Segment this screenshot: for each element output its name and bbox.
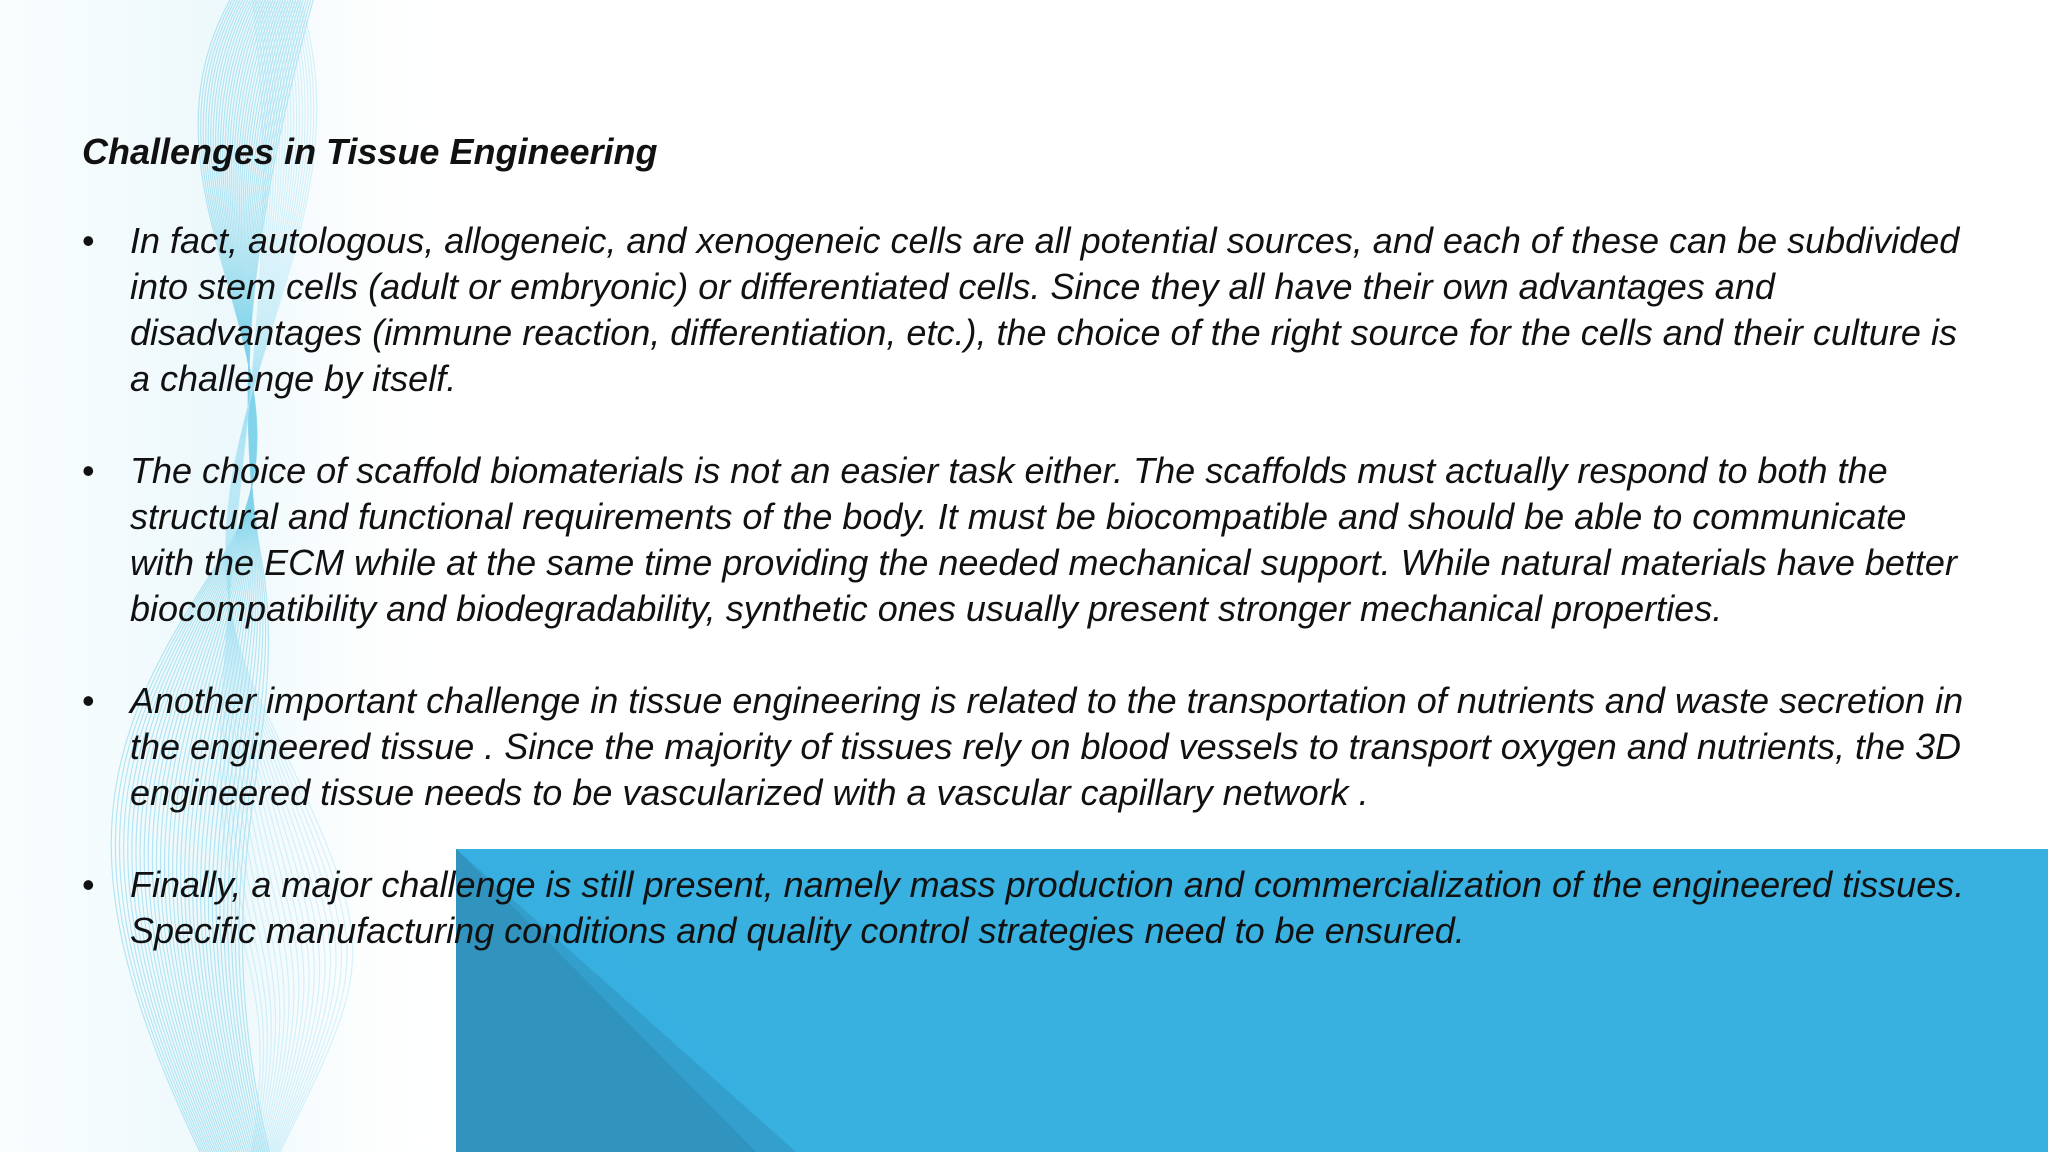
bullet-icon: •	[82, 220, 95, 261]
bullet-text: The choice of scaffold biomaterials is not an easier task either. The scaffolds must actually respond to both the structural and functional requirements of the body. It must be biocompatible and should be able to communicate with the ECM while at the same time providing the needed mechanical support. While natural materials have better biocompatibility and biodegradability, synthetic ones usually present stronger mechanical properties.	[130, 450, 1957, 629]
slide-content	[82, 130, 1982, 1000]
bullet-icon: •	[82, 450, 95, 491]
bullet-text: Another important challenge in tissue engineering is related to the transportation of nutrients and waste secretion in the engineered tissue . Since the majority of tissues rely on blood vessels to transport oxygen and nutrients, the 3D engineered tissue needs to be vascularized with a vascular capillary network .	[130, 680, 1964, 813]
list-item	[82, 862, 1980, 954]
bullet-icon: •	[82, 680, 95, 721]
list-item	[82, 678, 1980, 816]
list-item	[82, 218, 1980, 402]
bullet-list	[82, 218, 1982, 954]
bullet-text: Finally, a major challenge is still present, namely mass production and commercialization of the engineered tissues. Specific manufacturing conditions and quality control strategies need to be ensured.	[130, 864, 1965, 951]
bullet-icon: •	[82, 864, 95, 905]
list-item	[82, 448, 1980, 632]
bullet-text: In fact, autologous, allogeneic, and xenogeneic cells are all potential sources, and each of these can be subdivided into stem cells (adult or embryonic) or differentiated cells. Since they all have their own advantages and disadvantages (immune reaction, differentiation, etc.), the choice of the right source for the cells and their culture is a challenge by itself.	[130, 220, 1960, 399]
slide-title: Challenges in Tissue Engineering	[82, 131, 658, 172]
